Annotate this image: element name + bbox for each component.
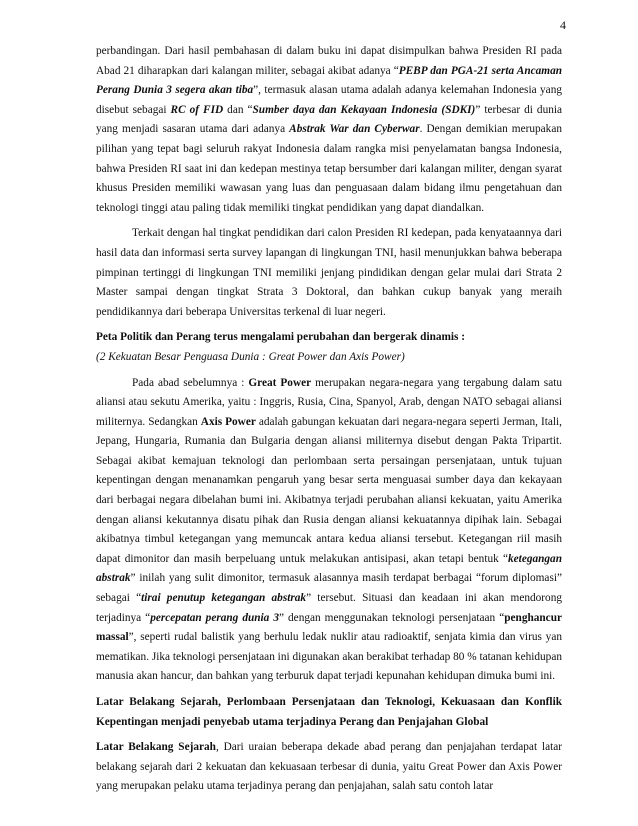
paragraph-great-power-axis xyxy=(96,374,562,688)
text-run: ” tersebut. Situasi dan keadaan ini akan mendorong terjadinya “ xyxy=(96,592,562,624)
heading-history-background: Latar Belakang Sejarah, Perlombaan Persenjataan dan Teknologi, Kekuasaan dan Konflik Kepentingan menjadi penyebab utama terjadinya Perang dan Penjajahan Global xyxy=(96,696,562,728)
text-run: . Dengan demikian merupakan pilihan yang tepat bagi seluruh rakyat Indonesia dalam rangka misi penyelamatan bangsa Indonesia, bahwa Presiden RI saat ini dan kedepan mestinya tetap bersumber dari kalangan militer, dengan syarat khusus Presiden memiliki wawasan yang luas dan penguasaan dalam bidang ilmu pengetahuan dan teknologi tinggi atau paling tidak memiliki tingkat pendidikan yang dapat diandalkan. xyxy=(96,123,562,214)
text-run: ” terbesar di dunia yang menjadi sasaran utama dari adanya xyxy=(96,103,563,136)
paragraph-history-background xyxy=(96,738,562,797)
text-run: ”, seperti rudal balistik yang berhulu ledak nuklir atau radioaktif, senjata kimia dan virus yan mematikan. Jika teknologi persenjataan ini digunakan akan berakibat terhadap 80 % tatanan kehidupan manusia akan hancur, dan bahkan yang terburuk dapat terjadi kepunahan kehidupan dimuka bumi ini. xyxy=(96,631,562,683)
text-run: ” dengan menggunakan teknologi persenjataan “ xyxy=(279,611,505,624)
text-run: Latar Belakang Sejarah xyxy=(96,741,216,754)
text-run: Great Power xyxy=(248,376,312,389)
text-run: , Dari uraian beberapa dekade abad perang dan penjajahan terdapat latar belakang sejarah dari 2 kekuatan dan kekuasaan terbesar di dunia, yaitu Great Power dan Axis Power yang merupakan pelaku utama terjadinya perang dan penjajahan, salah satu contoh latar xyxy=(96,741,562,793)
document-body xyxy=(96,42,562,803)
text-run: ” inilah yang sulit dimonitor, termasuk alasannya masih terdapat berbagai “forum diplomasi” sebagai “ xyxy=(96,572,562,605)
text-run: Abstrak War dan Cyberwar xyxy=(289,123,420,136)
paragraph-conclusion xyxy=(96,42,562,218)
paragraph-education xyxy=(96,224,562,322)
text-run: Axis Power xyxy=(200,415,256,428)
text-run: percepatan perang dunia 3 xyxy=(150,611,279,624)
text-run: tirai penutup ketegangan abstrak xyxy=(141,592,307,605)
page-number: 4 xyxy=(560,18,566,32)
text-run: Pada abad sebelumnya : xyxy=(132,376,249,389)
text-run: dan “ xyxy=(223,103,253,116)
text-run: PEBP dan PGA-21 serta Ancaman Perang Dunia 3 segera akan tiba xyxy=(96,64,562,97)
text-run: adalah gabungan kekuatan dari negara-negara seperti Jerman, Itali, Jepang, Hungaria, Rumania dan Bulgaria dengan aliansi militernya disebut dengan Pakta Tripartit. Sebagai akibat kemajuan teknologi dan perlombaan serta persaingan persenjataan, untuk tujuan kepentingan dengan menanamkan pengaruh yang besar serta menguasai sumber daya dan kekayaan dari berbagai negara dibelahan bumi ini. Akibatnya terjadi perubahan aliansi kekuatan, yaitu Amerika dengan aliansi kekutannya disatu pihak dan Rusia dengan aliansi kekuatannya dipihak lain. Sebagai akibatnya timbul ketegangan yang memuncak antara kedua aliansi tersebut. Ketegangan riil masih dapat dimonitor dan masih berpeluang untuk melakukan antisipasi, akan tetapi bentuk “ xyxy=(96,415,562,565)
text-run: Terkait dengan hal tingkat pendidikan dari calon Presiden RI kedepan, pada kenyataannya dari hasil data dan informasi serta survey lapangan di lingkungan TNI, hasil menunjukkan bahwa beberapa pimpinan tertinggi di lingkungan TNI memiliki jenjang pindidikan dengan gelar mulai dari Strata 2 Master sampai dengan tingkat Strata 3 Doktoral, dan bahkan cukup banyak yang meraih pendidikannya dari beberapa Universitas terkenal di luar negeri. xyxy=(96,227,562,318)
text-run: Sumber daya dan Kekayaan Indonesia (SDKI) xyxy=(252,103,476,116)
text-run: perbandingan. Dari hasil pembahasan di dalam buku ini dapat disimpulkan bahwa Presiden RI pada Abad 21 diharapkan dari kalangan militer, sebagai akibat adanya “ xyxy=(96,45,562,77)
text-run: ”, termasuk alasan utama adalah adanya kelemahan Indonesia yang disebut sebagai xyxy=(96,84,562,116)
text-run: ketegangan abstrak xyxy=(96,552,562,585)
text-run: penghancur massal xyxy=(96,611,562,644)
heading-political-map: Peta Politik dan Perang terus mengalami perubahan dan bergerak dinamis : xyxy=(96,331,466,344)
text-run: RC of FID xyxy=(170,103,224,116)
subheading-world-powers: (2 Kekuatan Besar Penguasa Dunia : Great Power dan Axis Power) xyxy=(96,350,405,363)
text-run: merupakan negara-negara yang tergabung dalam satu aliansi atau sekutu Amerika, yaitu : Inggris, Rusia, Cina, Spanyol, Arab, dengan NATO sebagai aliansi militernya. Sedangkan xyxy=(96,376,562,428)
